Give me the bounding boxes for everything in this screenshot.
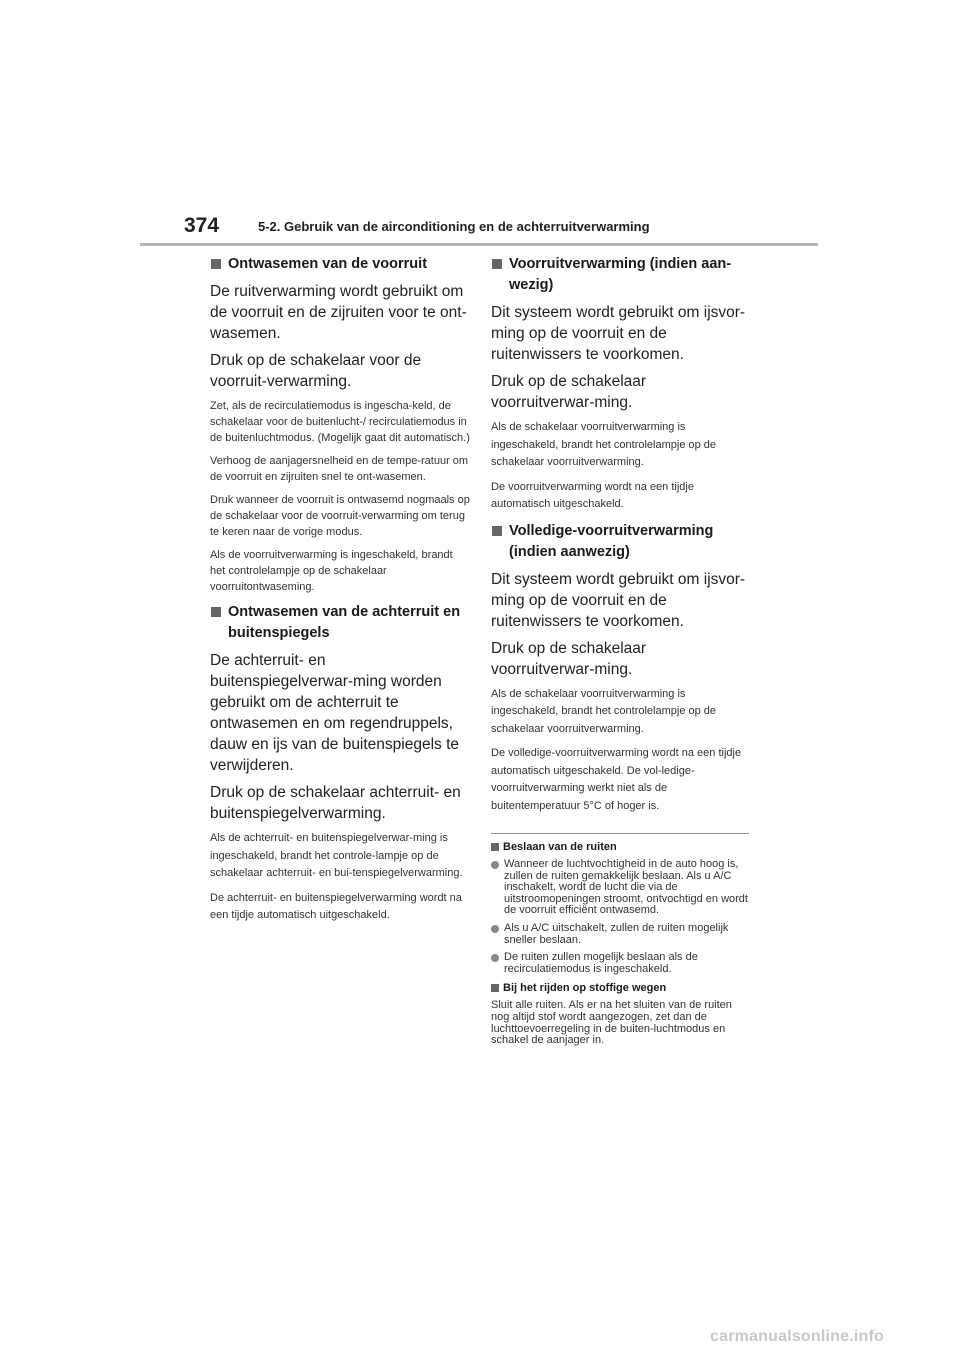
body-text: Druk op de schakelaar achterruit- en buitenspiegelverwarming. (210, 784, 461, 822)
left-column (210, 254, 470, 932)
body-text: Dit systeem wordt gebruikt om ijsvor-ming op de voorruit en de ruitenwissers te voorkomen. (491, 304, 746, 363)
info-heading-dusty-roads: Bij het rijden op stoffige wegen (491, 981, 753, 995)
note-text: Zet, als de recirculatiemodus is ingescha-keld, de schakelaar voor de buitenlucht-/ recirculatiemodus in de buitenluchtmodus. (Mogelijk gaat dit automatisch.) (210, 400, 470, 444)
note-text: De voorruitverwarming wordt na een tijdje automatisch uitgeschakeld. (491, 480, 694, 510)
body-text: Dit systeem wordt gebruikt om ijsvor-ming op de voorruit en de ruitenwissers te voorkomen. (491, 570, 746, 630)
info-divider (491, 833, 749, 834)
square-bullet-icon (211, 607, 221, 617)
heading-defog-rear-window: Ontwasemen van de achterruit en buitenspiegels (210, 602, 470, 644)
round-bullet-icon (491, 861, 499, 869)
header-divider (140, 243, 818, 246)
heading-full-windshield-heater: Volledige-voorruitverwarming (indien aanwezig) (491, 521, 753, 563)
square-bullet-icon (491, 843, 499, 851)
square-bullet-icon (211, 259, 221, 269)
note-text: Als de schakelaar voorruitverwarming is ingeschakeld, brandt het controlelampje op de schakelaar voorruitverwarming. (491, 421, 717, 468)
info-heading-fogging: Beslaan van de ruiten (491, 840, 753, 854)
list-item: Als u A/C uitschakelt, zullen de ruiten mogelijk sneller beslaan. (491, 923, 753, 946)
note-text: De volledige-voorruitverwarming wordt na een tijdje automatisch uitgeschakeld. De vol-ledige-voorruitverwarming werkt niet als de buitentemperatuur 5°C of hoger is. (491, 747, 742, 812)
page-header (0, 0, 960, 250)
body-text: Druk op de schakelaar voorruitverwar-ming. (491, 639, 647, 678)
watermark-text: carmanualsonline.info (710, 1328, 885, 1345)
body-text: Druk op de schakelaar voor de voorruit-verwarming. (210, 352, 422, 390)
body-text: Druk op de schakelaar voorruitverwar-ming. (491, 373, 647, 411)
section-title: 5-2. Gebruik van de airconditioning en de achterruitverwarming (258, 219, 650, 234)
note-text: Als de voorruitverwarming is ingeschakeld, brandt het controlelampje op de schakelaar voorruitontwaseming. (210, 549, 453, 593)
info-text: Sluit alle ruiten. Als er na het sluiten van de ruiten nog altijd stof wordt aangezogen, zet dan de luchttoevoerregeling in de buiten-luchtmodus en schakel de aanjager in. (491, 999, 732, 1047)
square-bullet-icon (492, 259, 502, 269)
square-bullet-icon (491, 984, 499, 992)
note-text: Druk wanneer de voorruit is ontwasemd nogmaals op de schakelaar voor de voorruit-verwarming om terug te keren naar de vorige modus. (210, 494, 470, 538)
note-text: De achterruit- en buitenspiegelverwarming wordt na een tijdje automatisch uitgeschakeld. (210, 891, 462, 921)
round-bullet-icon (491, 954, 499, 962)
note-text: Als de achterruit- en buitenspiegelverwar-ming is ingeschakeld, brandt het controle-lampje op de schakelaar achterruit- en bui-tenspiegelverwarming. (210, 832, 463, 879)
heading-windshield-heater: Voorruitverwarming (indien aan-wezig) (491, 254, 753, 296)
list-item: Wanneer de luchtvochtigheid in de auto hoog is, zullen de ruiten gemakkelijk beslaan. Als u A/C inschakelt, wordt de lucht die via de uitstroomopeningen stroomt, ontvochtigd en wordt de voorruit efficiënt ontwasemd. (491, 859, 753, 917)
right-column (491, 254, 753, 1047)
square-bullet-icon (492, 526, 502, 536)
list-item: De ruiten zullen mogelijk beslaan als de recirculatiemodus is ingeschakeld. (491, 952, 753, 975)
heading-defog-windshield: Ontwasemen van de voorruit (210, 254, 470, 275)
page-number: 374 (184, 214, 220, 237)
body-text: De ruitverwarming wordt gebruikt om de voorruit en de zijruiten voor te ont-wasemen. (210, 283, 467, 342)
note-text: Als de schakelaar voorruitverwarming is ingeschakeld, brandt het controlelampje op de schakelaar voorruitverwarming. (491, 687, 717, 735)
note-text: Verhoog de aanjagersnelheid en de tempe-ratuur om de voorruit en zijruiten snel te ont-wasemen. (210, 455, 469, 483)
body-text: De achterruit- en buitenspiegelverwar-ming worden gebruikt om de achterruit te ontwasemen en om regendruppels, dauw en ijs van de buitenspiegels te verwijderen. (210, 652, 460, 774)
round-bullet-icon (491, 925, 499, 933)
